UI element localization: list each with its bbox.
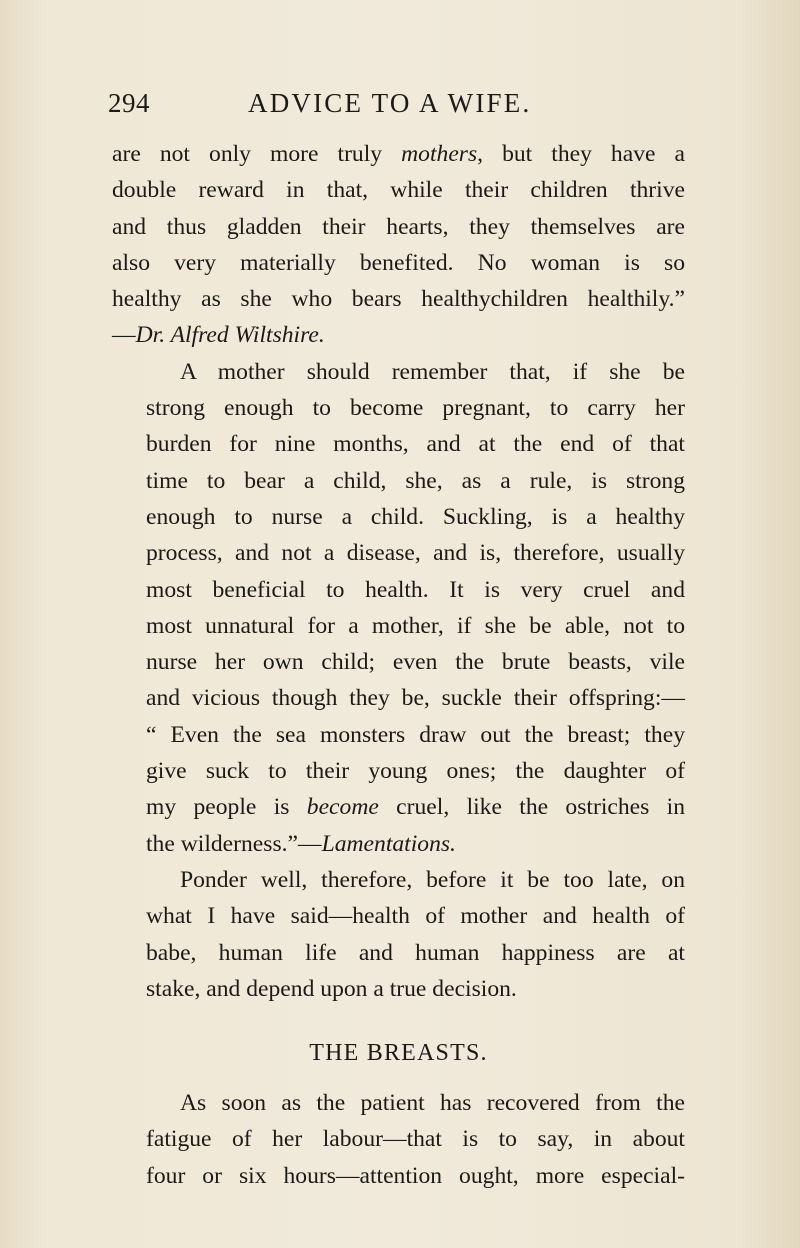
text-line: nurse her own child; even the brute beasts, vile [146,649,685,676]
text-line: enough to nurse a child. Suckling, is a healthy [146,503,685,530]
citation-line: the wilderness.”—Lamentations. [146,830,456,857]
paragraph-quote-ending [112,136,685,354]
text-line: time to bear a child, she, as a rule, is strong [146,467,685,494]
text-line: most beneficial to health. It is very cruel and [146,576,685,603]
section-heading: THE BREASTS. [309,1040,488,1067]
text-line: four or six hours—attention ought, more especial- [146,1162,685,1189]
text-line: A mother should remember that, if she be [180,358,685,385]
text-line: also very materially benefited. No woman is so [112,249,685,276]
paragraph-breasts [112,1085,685,1194]
paragraph-ponder [112,862,685,1007]
text-line: are not only more truly mothers, but they have a [112,141,685,167]
text-line: give suck to their young ones; the daughter of [146,758,685,785]
text-line: Ponder well, therefore, before it be too late, on [180,866,685,893]
text-line: stake, and depend upon a true decision. [146,975,517,1002]
text-line: process, and not a disease, and is, therefore, usually [146,540,685,567]
text-line: “ Even the sea monsters draw out the breast; they [146,721,685,748]
text-line: and vicious though they be, suckle their offspring:— [146,685,685,712]
text-line: most unnatural for a mother, if she be able, not to [146,612,685,639]
text-line: As soon as the patient has recovered from the [180,1090,685,1117]
text-line: double reward in that, while their children thrive [112,177,685,204]
running-title: ADVICE TO A WIFE. [248,88,532,118]
text-line: burden for nine months, and at the end of that [146,431,685,458]
text-line: healthy as she who bears healthychildren healthily.” [112,286,685,313]
paragraph-nursing [112,354,685,862]
text-line: my people is become cruel, like the ostriches in [146,794,685,821]
page-number: 294 [108,88,150,118]
text-line: and thus gladden their hearts, they themselves are [112,213,685,240]
text-line: what I have said—health of mother and health of [146,903,685,930]
body-text [112,136,685,1194]
attribution: —Dr. Alfred Wiltshire. [112,322,325,349]
text-line: fatigue of her labour—that is to say, in about [146,1126,685,1153]
page-header [108,88,688,128]
text-line: strong enough to become pregnant, to carry her [146,395,685,422]
text-line: babe, human life and human happiness are at [146,939,685,966]
